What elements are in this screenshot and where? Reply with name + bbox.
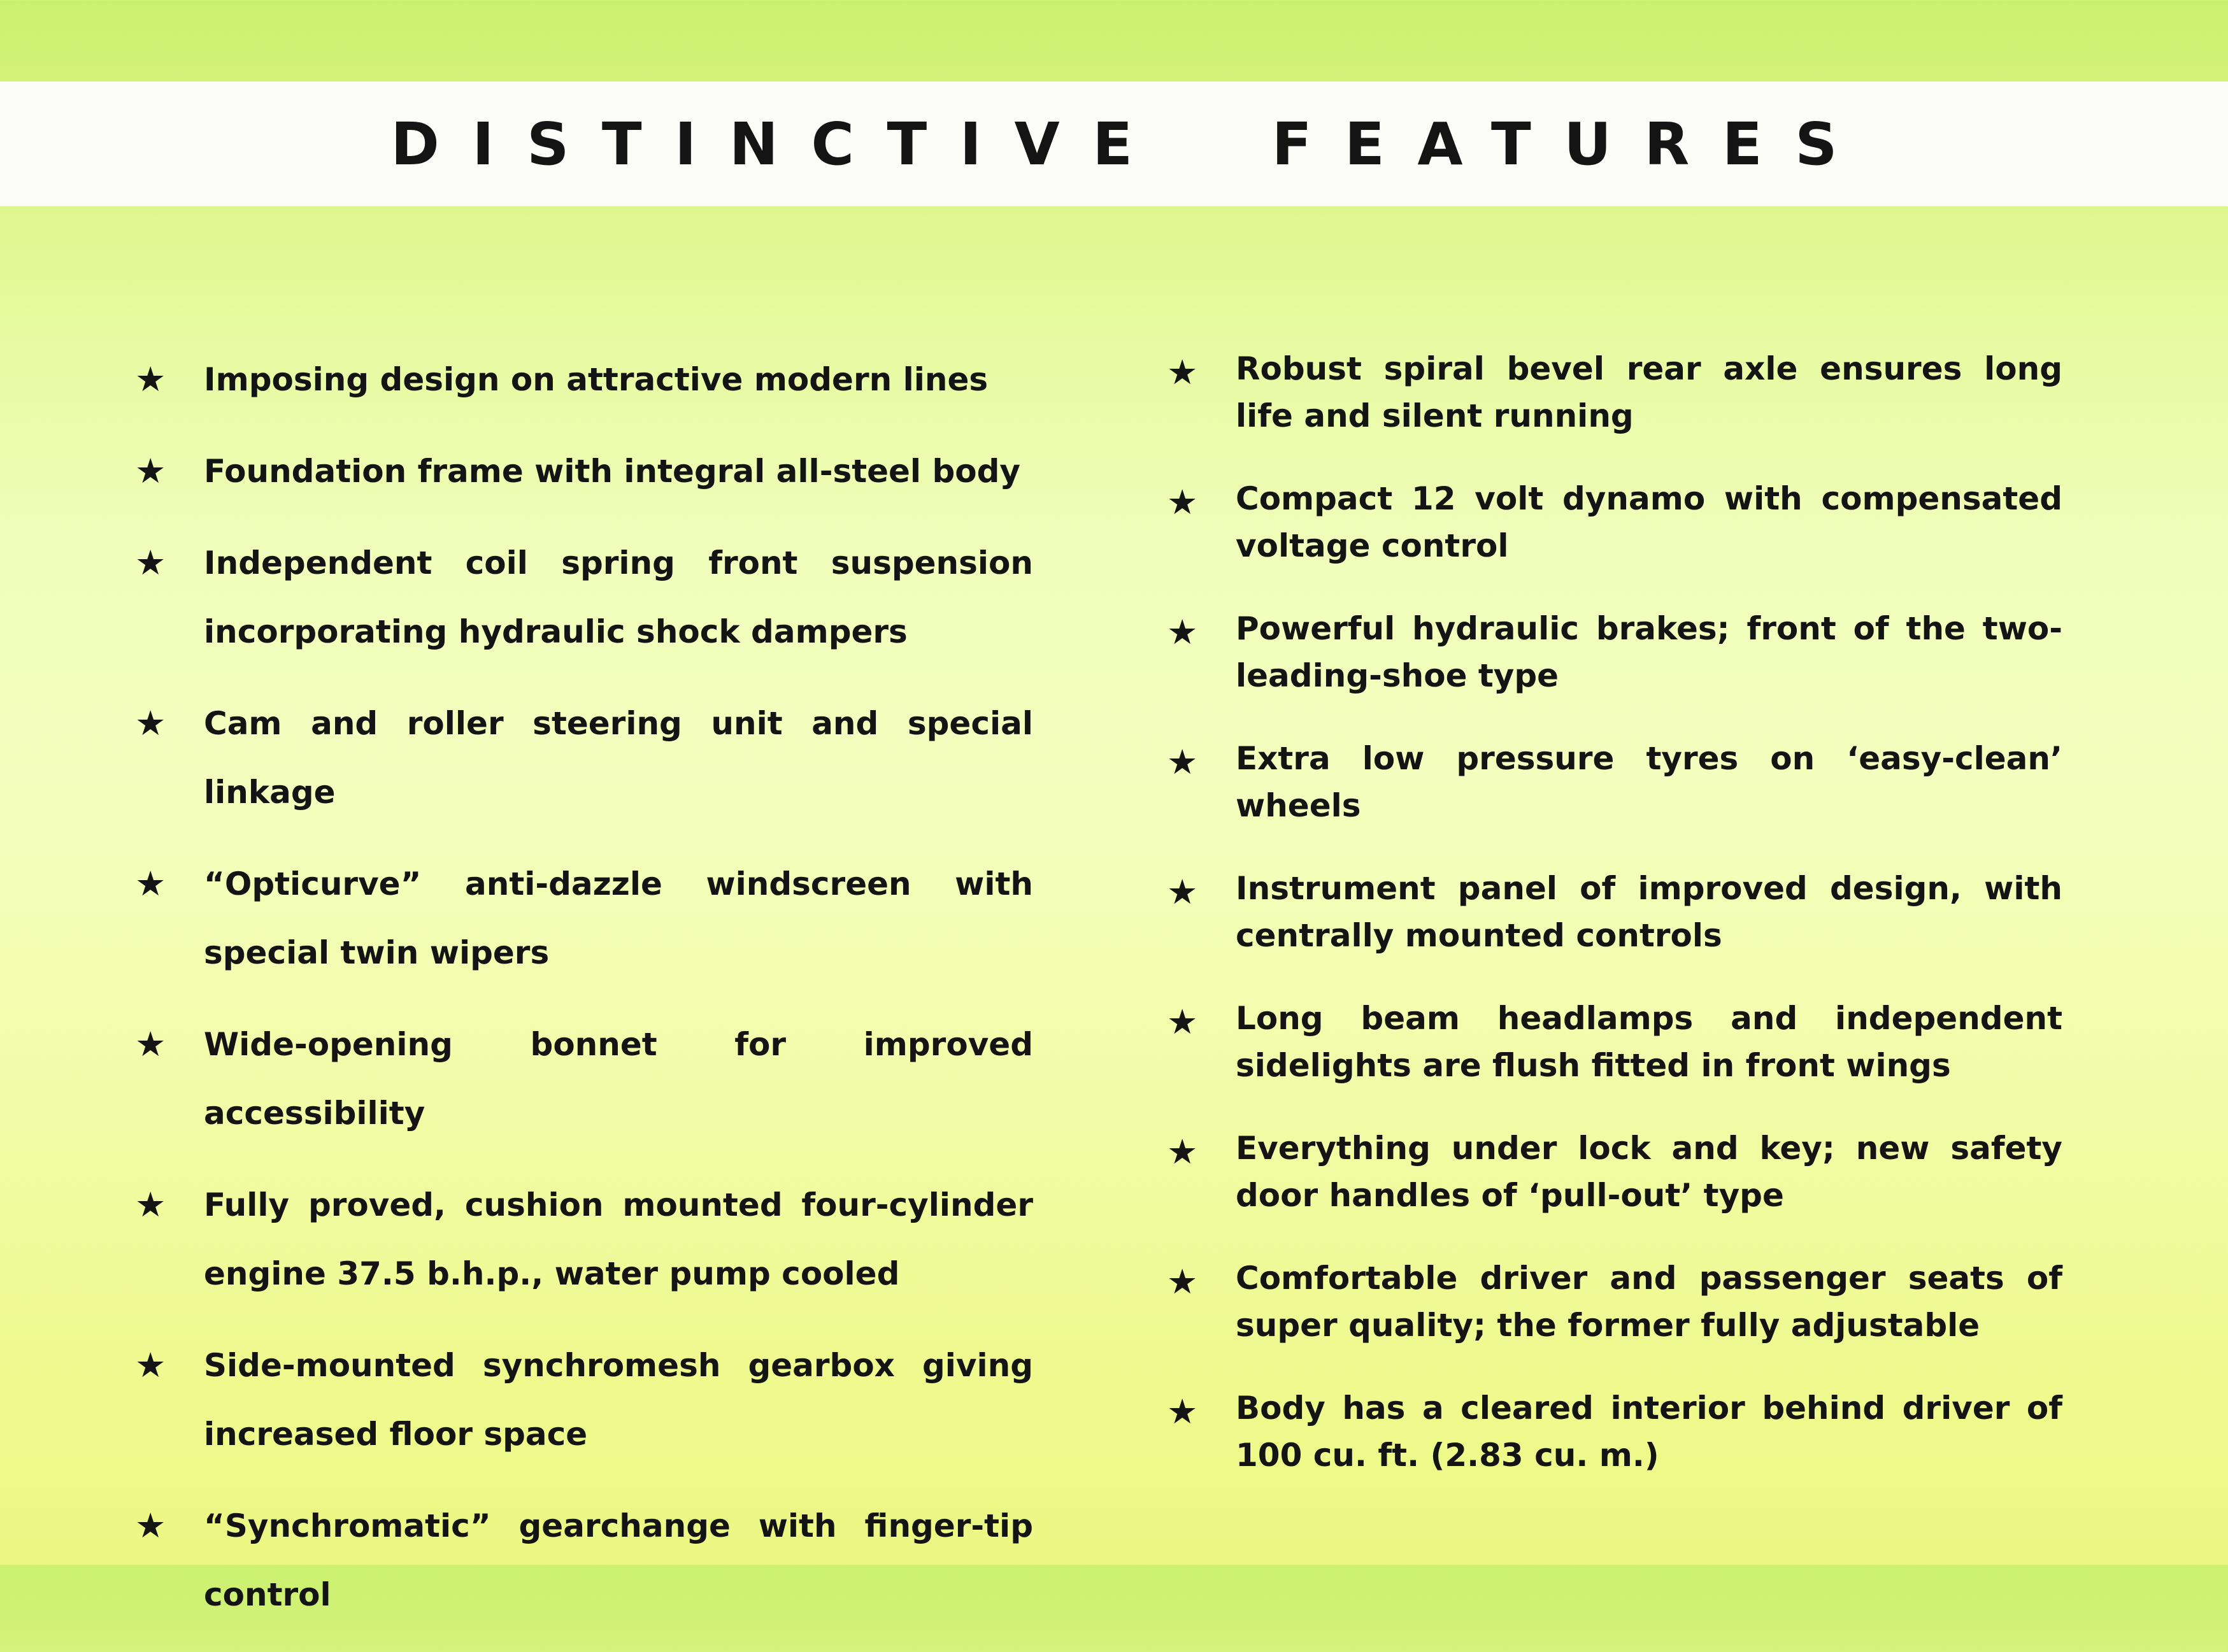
star-icon: ★ (1167, 612, 1198, 652)
feature-text: “Opticurve” anti-dazzle windscreen with special twin wipers (204, 865, 1033, 971)
left-feature-list (135, 345, 1033, 1652)
feature-text: Body has a cleared interior behind driver of 100 cu. ft. (2.83 cu. m.) (1236, 1390, 2062, 1474)
feature-text: “Synchromatic” gearchange with finger-tip control (204, 1507, 1033, 1613)
star-icon: ★ (135, 1185, 166, 1225)
feature-text: Instrument panel of improved design, with centrally mounted controls (1236, 870, 2062, 954)
right-feature-list (1167, 345, 2062, 1514)
feature-item (135, 345, 1033, 414)
feature-text: Foundation frame with integral all-steel body (204, 453, 1021, 490)
feature-item (1167, 475, 2062, 569)
star-icon: ★ (135, 1024, 166, 1064)
feature-text: Robust spiral bevel rear axle ensures long life and silent running (1236, 350, 2062, 434)
feature-item (135, 1171, 1033, 1308)
feature-item (1167, 1385, 2062, 1479)
feature-text: Compact 12 volt dynamo with compensated voltage control (1236, 480, 2062, 564)
star-icon: ★ (1167, 1132, 1198, 1172)
feature-item (135, 529, 1033, 666)
feature-text: Imposing design on attractive modern lines (204, 361, 989, 398)
star-icon: ★ (1167, 1392, 1198, 1432)
star-icon: ★ (1167, 742, 1198, 782)
feature-item (1167, 1125, 2062, 1219)
star-icon: ★ (135, 864, 166, 904)
feature-text: Side-mounted synchromesh gearbox giving increased floor space (204, 1347, 1033, 1453)
feature-item (1167, 995, 2062, 1089)
feature-item (1167, 865, 2062, 959)
star-icon: ★ (135, 359, 166, 399)
feature-text: Long beam headlamps and independent sidelights are flush fitted in front wings (1236, 1000, 2062, 1084)
star-icon: ★ (135, 451, 166, 491)
feature-item (135, 1010, 1033, 1148)
feature-text: Powerful hydraulic brakes; front of the two-leading-shoe type (1236, 610, 2062, 694)
page-title: DISTINCTIVE FEATURES (390, 110, 1871, 178)
star-icon: ★ (1167, 872, 1198, 912)
feature-item (1167, 1255, 2062, 1349)
feature-item (135, 1331, 1033, 1469)
feature-text: Wide-opening bonnet for improved accessibility (204, 1026, 1033, 1132)
title-band (0, 82, 2228, 206)
feature-item (135, 850, 1033, 987)
star-icon: ★ (135, 703, 166, 743)
feature-item (1167, 605, 2062, 699)
feature-text: Independent coil spring front suspension incorporating hydraulic shock dampers (204, 545, 1033, 650)
star-icon: ★ (1167, 1002, 1198, 1042)
star-icon: ★ (135, 1345, 166, 1385)
feature-text: Fully proved, cushion mounted four-cylinder engine 37.5 b.h.p., water pump cooled (204, 1186, 1033, 1292)
feature-item (1167, 345, 2062, 439)
star-icon: ★ (1167, 1262, 1198, 1302)
feature-item (135, 689, 1033, 827)
feature-text: Extra low pressure tyres on ‘easy-clean’ wheels (1236, 740, 2062, 824)
feature-text: Everything under lock and key; new safety door handles of ‘pull-out’ type (1236, 1130, 2062, 1214)
feature-item (135, 437, 1033, 506)
feature-text: Cam and roller steering unit and special linkage (204, 705, 1033, 811)
feature-text: Comfortable driver and passenger seats of super quality; the former fully adjustable (1236, 1260, 2062, 1344)
star-icon: ★ (135, 543, 166, 583)
star-icon: ★ (1167, 482, 1198, 522)
feature-item (135, 1492, 1033, 1629)
star-icon: ★ (135, 1506, 166, 1546)
feature-item (1167, 735, 2062, 829)
star-icon: ★ (1167, 352, 1198, 392)
